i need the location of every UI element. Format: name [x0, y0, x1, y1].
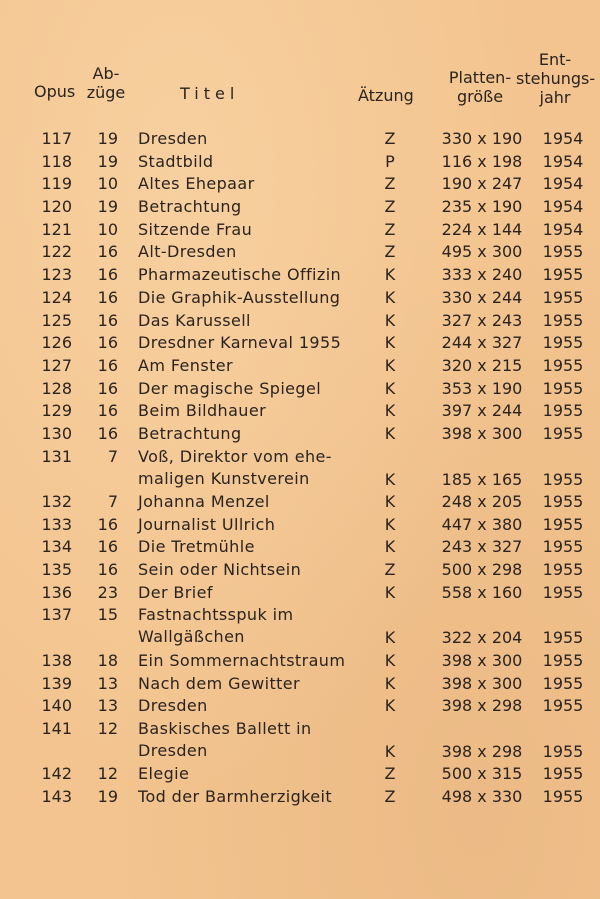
plate-size: 398 x 298 [441, 696, 523, 716]
plate-size: 248 x 205 [441, 492, 523, 512]
header-platten-line2: größe [456, 87, 504, 106]
plate-size: 224 x 144 [441, 219, 523, 239]
plate-size: 397 x 244 [441, 401, 523, 421]
table-row [0, 355, 600, 378]
opus-number: 141 [41, 718, 72, 738]
table-row [0, 536, 600, 559]
aetzung-code: Z [384, 197, 396, 217]
catalog-table [0, 128, 600, 809]
header-platten-line1: Platten- [448, 68, 512, 87]
plate-size: 330 x 244 [441, 287, 523, 307]
title-cell [138, 673, 368, 695]
aetzung-code: Z [384, 242, 396, 262]
table-row [0, 264, 600, 287]
title-text: Dresden [138, 696, 208, 716]
title-cell [138, 151, 368, 173]
aetzung-code: K [384, 492, 396, 512]
opus-number: 140 [41, 696, 72, 716]
abzuege-count: 16 [97, 514, 118, 534]
title-text: Betrachtung [138, 197, 242, 217]
aetzung-code: K [384, 333, 396, 353]
year: 1954 [542, 151, 584, 171]
opus-number: 139 [41, 673, 72, 693]
year: 1954 [542, 174, 584, 194]
aetzung-code: K [384, 310, 396, 330]
header-opus: Opus [34, 82, 76, 101]
year: 1955 [542, 355, 584, 375]
header-plattengroesse [434, 68, 526, 106]
title-cell [138, 332, 368, 354]
abzuege-count: 16 [97, 537, 118, 557]
aetzung-code: K [384, 355, 396, 375]
opus-number: 143 [41, 786, 72, 806]
header-abzuege-line1: Ab- [92, 64, 120, 83]
year: 1955 [542, 696, 584, 716]
plate-size: 322 x 204 [441, 628, 523, 648]
aetzung-code: Z [384, 219, 396, 239]
aetzung-code: K [384, 696, 396, 716]
year: 1954 [542, 129, 584, 148]
table-row [0, 650, 600, 673]
opus-number: 123 [41, 265, 72, 285]
table-row [0, 582, 600, 605]
plate-size: 185 x 165 [441, 469, 523, 489]
table-row [0, 786, 600, 809]
aetzung-code: Z [384, 560, 396, 580]
title-text: Voß, Direktor vom ehe- [138, 446, 332, 466]
header-aetzung: Ätzung [358, 86, 414, 105]
plate-size: 116 x 198 [441, 151, 523, 171]
year: 1955 [542, 560, 584, 580]
plate-size: 244 x 327 [441, 333, 523, 353]
table-row [0, 151, 600, 174]
year: 1955 [542, 537, 584, 557]
abzuege-count: 10 [97, 219, 118, 239]
title-text: Stadtbild [138, 151, 214, 171]
header-abzuege [84, 64, 128, 102]
opus-number: 134 [41, 537, 72, 557]
title-text: Nach dem Gewitter [138, 673, 301, 693]
table-row [0, 718, 600, 763]
table-row [0, 128, 600, 151]
abzuege-count: 16 [97, 310, 118, 330]
opus-number: 128 [41, 378, 72, 398]
abzuege-count: 16 [97, 401, 118, 421]
abzuege-count: 12 [97, 764, 118, 784]
header-abzuege-line2: züge [86, 83, 126, 102]
table-row [0, 604, 600, 649]
plate-size: 398 x 298 [441, 741, 523, 761]
aetzung-code: K [384, 741, 396, 761]
plate-size: 398 x 300 [441, 650, 523, 670]
title-text-continued: maligen Kunstverein [138, 468, 310, 488]
aetzung-code: K [384, 514, 396, 534]
year: 1954 [542, 197, 584, 217]
title-text: Fastnachtsspuk im [138, 605, 294, 625]
title-cell [138, 514, 368, 536]
title-text: Altes Ehepaar [138, 174, 255, 194]
opus-number: 117 [41, 129, 72, 148]
title-text: Betrachtung [138, 423, 242, 443]
plate-size: 498 x 330 [441, 786, 523, 806]
abzuege-count: 15 [97, 605, 118, 625]
plate-size: 500 x 298 [441, 560, 523, 580]
abzuege-count: 13 [97, 696, 118, 716]
aetzung-code: K [384, 423, 396, 443]
plate-size: 398 x 300 [441, 423, 523, 443]
title-text: Dresdner Karneval 1955 [138, 333, 342, 353]
header-jahr-line2: stehungs- [516, 69, 596, 88]
year: 1955 [542, 287, 584, 307]
aetzung-code: K [384, 378, 396, 398]
abzuege-count: 16 [97, 560, 118, 580]
table-row [0, 763, 600, 786]
title-text: Dresden [138, 129, 208, 148]
year: 1955 [542, 582, 584, 602]
title-text: Journalist Ullrich [138, 514, 276, 534]
title-text: Elegie [138, 764, 190, 784]
title-cell [138, 718, 368, 762]
table-row [0, 173, 600, 196]
abzuege-count: 23 [97, 582, 118, 602]
title-text: Pharmazeutische Offizin [138, 265, 342, 285]
title-cell [138, 264, 368, 286]
year: 1955 [542, 242, 584, 262]
title-text-continued: Wallgäßchen [138, 627, 245, 647]
title-text: Am Fenster [138, 355, 233, 375]
plate-size: 190 x 247 [441, 174, 523, 194]
year: 1955 [542, 492, 584, 512]
aetzung-code: Z [384, 174, 396, 194]
aetzung-code: K [384, 582, 396, 602]
title-text: Ein Sommernachtstraum [138, 650, 346, 670]
opus-number: 125 [41, 310, 72, 330]
title-cell [138, 196, 368, 218]
title-cell [138, 650, 368, 672]
title-cell [138, 695, 368, 717]
header-titel: Titel [180, 84, 240, 103]
title-text: Das Karussell [138, 310, 251, 330]
opus-number: 130 [41, 423, 72, 443]
plate-size: 495 x 300 [441, 242, 523, 262]
year: 1955 [542, 333, 584, 353]
aetzung-code: K [384, 628, 396, 648]
abzuege-count: 18 [97, 650, 118, 670]
title-text: Sitzende Frau [138, 219, 253, 239]
opus-number: 131 [41, 446, 72, 466]
aetzung-code: Z [384, 129, 396, 148]
opus-number: 132 [41, 492, 72, 512]
year: 1955 [542, 310, 584, 330]
title-cell [138, 355, 368, 377]
title-text: Beim Bildhauer [138, 401, 267, 421]
title-cell [138, 241, 368, 263]
year: 1955 [542, 265, 584, 285]
plate-size: 320 x 215 [441, 355, 523, 375]
title-cell [138, 536, 368, 558]
opus-number: 129 [41, 401, 72, 421]
opus-number: 133 [41, 514, 72, 534]
opus-number: 135 [41, 560, 72, 580]
abzuege-count: 13 [97, 673, 118, 693]
plate-size: 398 x 300 [441, 673, 523, 693]
abzuege-count: 19 [97, 197, 118, 217]
abzuege-count: 16 [97, 423, 118, 443]
title-cell [138, 582, 368, 604]
table-row [0, 423, 600, 446]
abzuege-count: 19 [97, 786, 118, 806]
table-row [0, 332, 600, 355]
aetzung-code: K [384, 469, 396, 489]
abzuege-count: 12 [97, 718, 118, 738]
title-cell [138, 287, 368, 309]
year: 1955 [542, 628, 584, 648]
plate-size: 558 x 160 [441, 582, 523, 602]
abzuege-count: 16 [97, 242, 118, 262]
aetzung-code: P [385, 151, 395, 171]
aetzung-code: Z [384, 764, 396, 784]
abzuege-count: 16 [97, 355, 118, 375]
opus-number: 121 [41, 219, 72, 239]
plate-size: 333 x 240 [441, 265, 523, 285]
opus-number: 126 [41, 333, 72, 353]
title-cell [138, 310, 368, 332]
year: 1955 [542, 423, 584, 443]
header-jahr-line3: jahr [539, 88, 571, 107]
title-text: Johanna Menzel [138, 492, 270, 512]
opus-number: 122 [41, 242, 72, 262]
table-row [0, 491, 600, 514]
year: 1955 [542, 673, 584, 693]
year: 1954 [542, 219, 584, 239]
opus-number: 127 [41, 355, 72, 375]
year: 1955 [542, 650, 584, 670]
title-text: Der Brief [138, 582, 213, 602]
year: 1955 [542, 378, 584, 398]
table-row [0, 378, 600, 401]
table-row [0, 219, 600, 242]
aetzung-code: K [384, 537, 396, 557]
title-text-continued: Dresden [138, 740, 208, 760]
abzuege-count: 19 [97, 129, 118, 148]
table-row [0, 695, 600, 718]
table-row [0, 310, 600, 333]
opus-number: 118 [41, 151, 72, 171]
plate-size: 500 x 315 [441, 764, 523, 784]
opus-number: 136 [41, 582, 72, 602]
title-text: Der magische Spiegel [138, 378, 322, 398]
year: 1955 [542, 469, 584, 489]
aetzung-code: K [384, 650, 396, 670]
aetzung-code: K [384, 287, 396, 307]
title-cell [138, 219, 368, 241]
title-cell [138, 423, 368, 445]
plate-size: 447 x 380 [441, 514, 523, 534]
abzuege-count: 16 [97, 287, 118, 307]
opus-number: 138 [41, 650, 72, 670]
plate-size: 235 x 190 [441, 197, 523, 217]
plate-size: 327 x 243 [441, 310, 523, 330]
table-row [0, 559, 600, 582]
abzuege-count: 16 [97, 333, 118, 353]
title-cell [138, 559, 368, 581]
title-cell [138, 173, 368, 195]
title-text: Sein oder Nichtsein [138, 560, 302, 580]
title-cell [138, 128, 368, 150]
abzuege-count: 10 [97, 174, 118, 194]
title-text: Die Tretmühle [138, 537, 255, 557]
year: 1955 [542, 741, 584, 761]
title-cell [138, 378, 368, 400]
table-row [0, 514, 600, 537]
header-jahr-line1: Ent- [538, 50, 572, 69]
title-cell [138, 491, 368, 513]
aetzung-code: K [384, 673, 396, 693]
plate-size: 330 x 190 [441, 129, 523, 148]
title-cell [138, 763, 368, 785]
abzuege-count: 16 [97, 265, 118, 285]
abzuege-count: 19 [97, 151, 118, 171]
opus-number: 120 [41, 197, 72, 217]
abzuege-count: 16 [97, 378, 118, 398]
year: 1955 [542, 786, 584, 806]
abzuege-count: 7 [107, 492, 118, 512]
opus-number: 119 [41, 174, 72, 194]
opus-number: 142 [41, 764, 72, 784]
title-cell [138, 604, 368, 648]
opus-number: 137 [41, 605, 72, 625]
title-text: Die Graphik-Ausstellung [138, 287, 341, 307]
table-row [0, 673, 600, 696]
table-row [0, 446, 600, 491]
aetzung-code: K [384, 265, 396, 285]
table-row [0, 241, 600, 264]
header-entstehungsjahr [516, 50, 594, 107]
year: 1955 [542, 514, 584, 534]
plate-size: 243 x 327 [441, 537, 523, 557]
plate-size: 353 x 190 [441, 378, 523, 398]
title-cell [138, 400, 368, 422]
aetzung-code: K [384, 401, 396, 421]
year: 1955 [542, 401, 584, 421]
opus-number: 124 [41, 287, 72, 307]
table-row [0, 287, 600, 310]
aetzung-code: Z [384, 786, 396, 806]
title-text: Baskisches Ballett in [138, 718, 312, 738]
year: 1955 [542, 764, 584, 784]
title-text: Tod der Barmherzigkeit [138, 786, 333, 806]
title-cell [138, 446, 368, 490]
title-cell [138, 786, 368, 808]
title-text: Alt-Dresden [138, 242, 237, 262]
table-row [0, 400, 600, 423]
table-row [0, 196, 600, 219]
abzuege-count: 7 [107, 446, 118, 466]
